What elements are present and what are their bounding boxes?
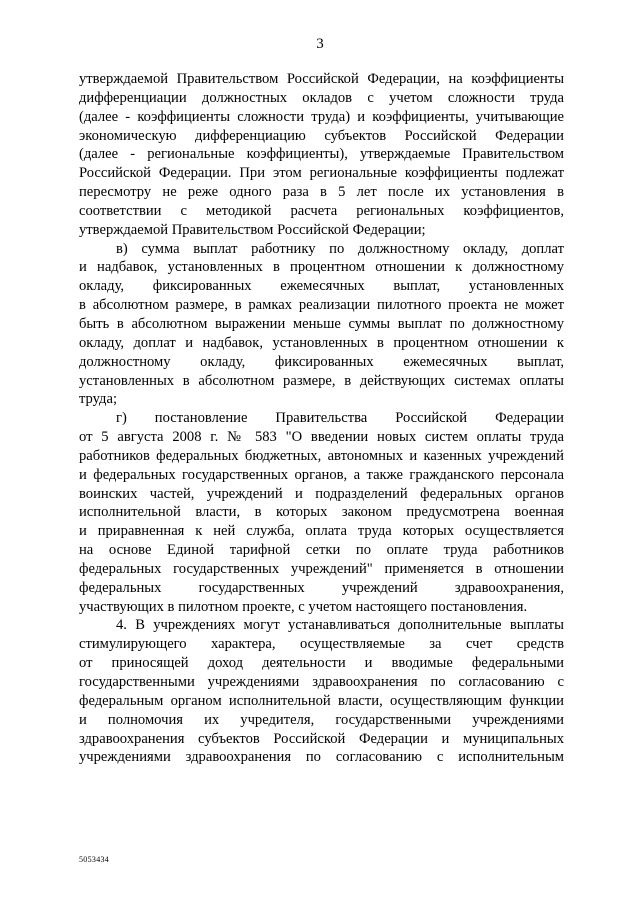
page-number: 3 — [316, 36, 324, 52]
text-line: труда; — [79, 391, 117, 408]
text-line: от 5 августа 2008 г. № 583 "О введении новых систем оплаты труда — [79, 429, 564, 446]
text-line: (далее - коэффициенты сложности труда) и коэффициенты, учитывающие — [79, 108, 564, 125]
text-line: окладу, доплат и надбавок, установленных в процентном отношении к — [79, 334, 564, 351]
text-line: дифференциации должностных окладов с учетом сложности труда — [79, 89, 564, 106]
text-line: 4. В учреждениях могут устанавливаться дополнительные выплаты — [116, 617, 564, 634]
text-line: утверждаемой Правительством Российской Федерации, на коэффициенты — [79, 71, 564, 87]
text-line: экономическую дифференциацию субъектов Российской Федерации — [79, 127, 564, 144]
text-line: Российской Федерации. При этом региональные коэффициенты подлежат — [79, 165, 564, 182]
text-line: от приносящей доход деятельности и вводимые федеральными — [79, 655, 564, 672]
text-line: здравоохранения субъектов Российской Федерации и муниципальных — [79, 730, 564, 747]
text-line: федеральным органом исполнительной власти, осуществляющим функции — [79, 692, 564, 709]
text-line: на основе Единой тарифной сетки по оплате труда работников — [79, 542, 564, 559]
text-line: должностному окладу, фиксированных ежемесячных выплат, — [79, 353, 564, 370]
document-body — [79, 70, 564, 767]
text-line: в) сумма выплат работнику по должностному окладу, доплат — [116, 240, 564, 257]
text-line: окладу, фиксированных ежемесячных выплат, установленных — [79, 278, 564, 295]
text-line: федеральных государственных учреждений" применяется в отношении — [79, 560, 564, 577]
text-line: быть в абсолютном выражении меньше суммы выплат по должностному — [79, 315, 564, 332]
text-line: пересмотру не реже одного раза в 5 лет после их установления в — [79, 184, 564, 201]
text-line: стимулирующего характера, осуществляемые за счет средств — [79, 636, 564, 653]
text-line: участвующих в пилотном проекте, с учетом настоящего постановления. — [79, 598, 528, 615]
text-line: (далее - региональные коэффициенты), утверждаемые Правительством — [79, 146, 564, 163]
text-line: и полномочия их учредителя, государственными учреждениями — [79, 711, 564, 728]
text-line: федеральных государственных учреждений здравоохранения, — [79, 579, 564, 596]
text-line: работников федеральных бюджетных, автономных и казенных учреждений — [79, 447, 564, 464]
text-line: установленных в абсолютном размере, в действующих системах оплаты — [79, 372, 564, 389]
text-line: утверждаемой Правительством Российской Федерации; — [79, 221, 426, 238]
text-line: и федеральных государственных органов, а также гражданского персонала — [79, 466, 564, 483]
text-line: учреждениями здравоохранения по согласованию с исполнительным — [79, 749, 564, 766]
document-code: 5053434 — [79, 855, 110, 864]
text-line: в абсолютном размере, в рамках реализации пилотного проекта не может — [79, 297, 564, 314]
text-line: исполнительной власти, в которых законом предусмотрена военная — [79, 504, 564, 521]
text-line: воинских частей, учреждений и подразделений федеральных органов — [79, 485, 564, 502]
text-line: соответствии с методикой расчета региональных коэффициентов, — [79, 202, 564, 219]
text-line: и приравненная к ней служба, оплата труда которых осуществляется — [79, 523, 564, 540]
text-line: г) постановление Правительства Российской Федерации — [116, 410, 564, 427]
text-line: государственными учреждениями здравоохранения по согласованию с — [79, 674, 564, 690]
text-line: и надбавок, установленных в процентном отношении к должностному — [79, 259, 564, 276]
